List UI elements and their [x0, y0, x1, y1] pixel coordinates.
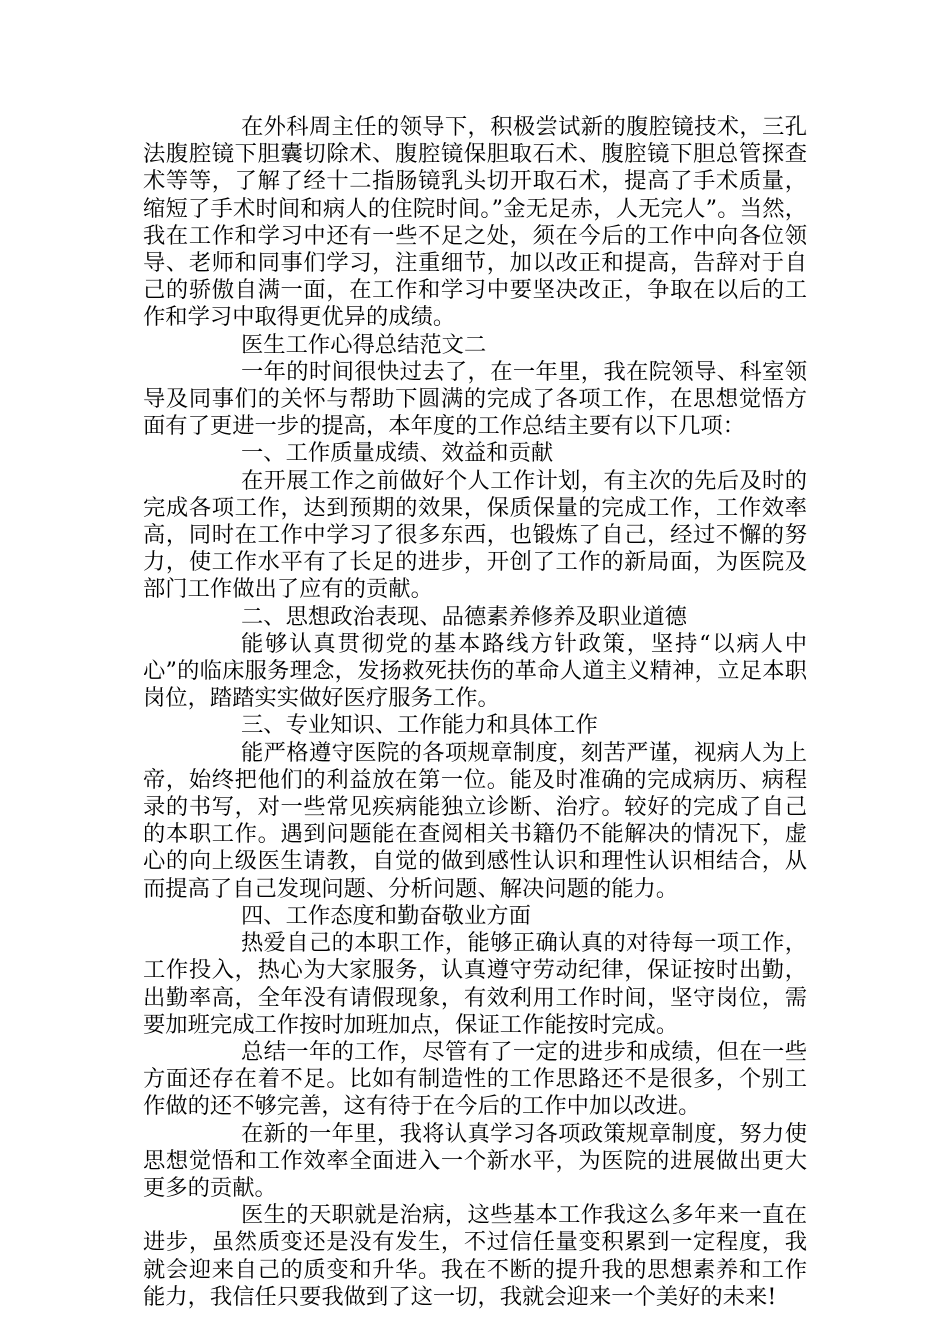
paragraph-political-ethics: 能够认真贯彻党的基本路线方针政策，坚持“以病人中心”的临床服务理念，发扬救死扶伤的革命人道主义精神，立足本职岗位，踏踏实实做好医疗服务工作。 — [143, 630, 807, 712]
paragraph-work-attitude: 热爱自己的本职工作，能够正确认真的对待每一项工作，工作投入，热心为大家服务，认真遵守劳动纪律，保证按时出勤，出勤率高，全年没有请假现象，有效利用工作时间，坚守岗位，需要加班完成工作按时加班加点，保证工作能按时完成。 — [143, 930, 807, 1038]
heading-work-attitude: 四、工作态度和勤奋敬业方面 — [241, 902, 531, 929]
heading-work-quality: 一、工作质量成绩、效益和贡献 — [241, 440, 554, 467]
heading-political-ethics: 二、思想政治表现、品德素养修养及职业道德 — [241, 603, 687, 630]
paragraph-new-year-plan: 在新的一年里，我将认真学习各项政策规章制度，努力使思想觉悟和工作效率全面进入一个新水平，为医院的进展做出更大更多的贡献。 — [143, 1120, 807, 1201]
paragraph-closing: 医生的天职就是治病，这些基本工作我这么多年来一直在进步，虽然质变还是没有发生，不过信任量变积累到一定程度，我就会迎来自己的质变和升华。我在不断的提升我的思想素养和工作能力，我信任只要我做到了这一切，我就会迎来一个美好的未来! — [143, 1202, 807, 1310]
document-body — [143, 114, 807, 1311]
paragraph-summary-shortcomings: 总结一年的工作，尽管有了一定的进步和成绩，但在一些方面还存在着不足。比如有制造性的工作思路还不是很多，个别工作做的还不够完善，这有待于在今后的工作中加以改进。 — [143, 1038, 807, 1120]
paragraph-professional-skills: 能严格遵守医院的各项规章制度，刻苦严谨，视病人为上帝，始终把他们的利益放在第一位。能及时准确的完成病历、病程录的书写，对一些常见疾病能独立诊断、治疗。较好的完成了自己的本职工作。遇到问题能在查阅相关书籍仍不能解决的情况下，虚心的向上级医生请教，自觉的做到感性认识和理性认识相结合，从而提高了自己发现问题、分析问题、解决问题的能力。 — [143, 739, 807, 902]
section-title-sample-two: 医生工作心得总结范文二 — [241, 331, 487, 358]
heading-professional-skills: 三、专业知识、工作能力和具体工作 — [241, 712, 598, 739]
paragraph-year-overview: 一年的时间很快过去了，在一年里，我在院领导、科室领导及同事们的关怀与帮助下圆满的完成了各项工作，在思想觉悟方面有了更进一步的提高，本年度的工作总结主要有以下几项： — [143, 358, 807, 440]
paragraph-surgery-experience: 在外科周主任的领导下，积极尝试新的腹腔镜技术，三孔法腹腔镜下胆囊切除术、腹腔镜保胆取石术、腹腔镜下胆总管探查术等等，了解了经十二指肠镜乳头切开取石术，提高了手术质量，缩短了手术时间和病人的住院时间。”金无足赤，人无完人”。当然，我在工作和学习中还有一些不足之处，须在今后的工作中向各位领导、老师和同事们学习，注重细节，加以改正和提高，告辞对于自己的骄傲自满一面，在工作和学习中要坚决改正，争取在以后的工作和学习中取得更优异的成绩。 — [143, 114, 807, 331]
paragraph-work-quality: 在开展工作之前做好个人工作计划，有主次的先后及时的完成各项工作，达到预期的效果，保质保量的完成工作，工作效率高，同时在工作中学习了很多东西，也锻炼了自己，经过不懈的努力，使工作水平有了长足的进步，开创了工作的新局面，为医院及部门工作做出了应有的贡献。 — [143, 467, 807, 603]
